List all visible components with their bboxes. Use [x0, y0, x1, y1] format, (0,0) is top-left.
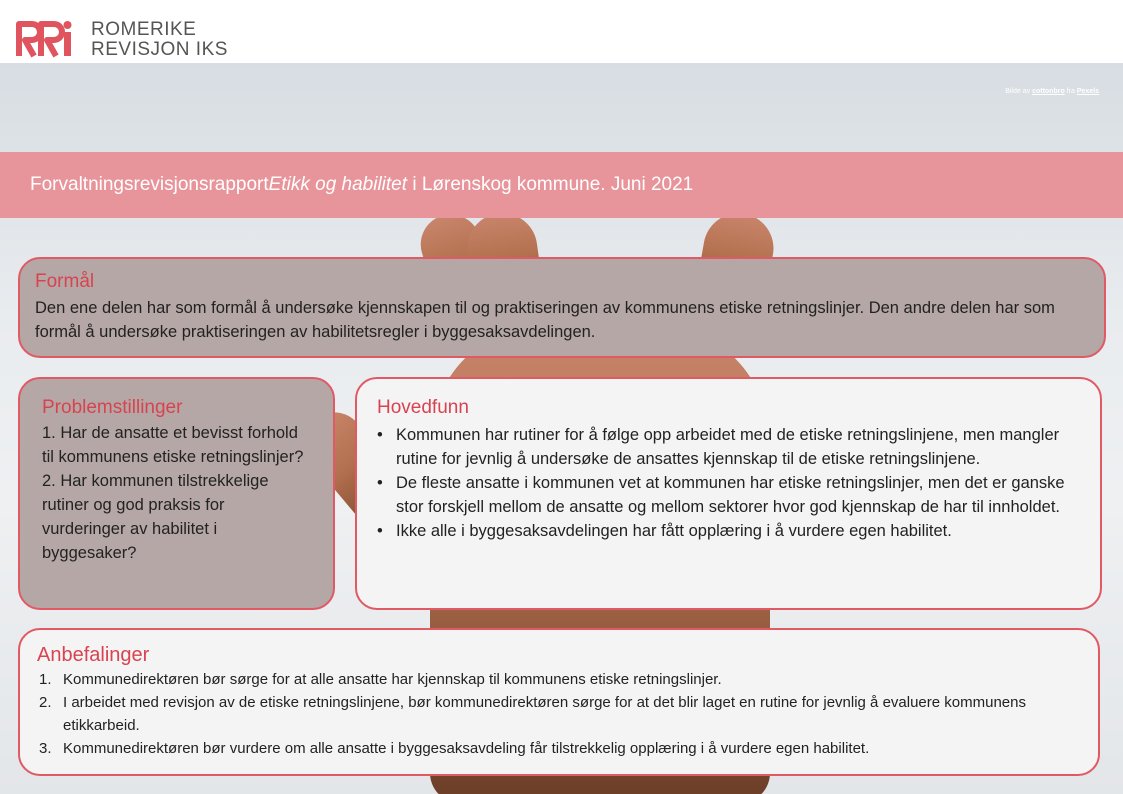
anbefaling-item	[37, 668, 1081, 691]
anbefaling-item	[37, 737, 1081, 760]
title-after: i Lørenskog kommune. Juni 2021	[412, 174, 694, 195]
photo-credit	[1005, 88, 1099, 95]
hovedfunn-list	[377, 423, 1080, 543]
credit-prefix: Bilde av	[1005, 88, 1031, 95]
formal-box	[18, 257, 1106, 358]
credit-author-link[interactable]: cottonbro	[1032, 88, 1065, 95]
title-italic: Etikk og habilitet	[268, 174, 408, 195]
title-before: Forvaltningsrevisjonsrapport	[30, 174, 269, 195]
logo-line-1: ROMERIKE	[91, 19, 197, 40]
problemstilling-1: 1. Har de ansatte et bevisst forhold til kommunens etiske retningslinjer?	[42, 424, 304, 466]
credit-source-link[interactable]: Pexels	[1076, 88, 1099, 95]
logo-text	[91, 20, 228, 60]
formal-text: Den ene delen har som formål å undersøke kjennskapen til og praktiseringen av kommunens etiske retningslinjer. Den andre delen har som formål å undersøke praktiseringen av habilitetsregler i byggesaksavdelingen.	[35, 299, 1055, 341]
anbefalinger-list	[37, 668, 1081, 760]
anbefaling-text: Kommunedirektøren bør vurdere om alle ansatte i byggesaksavdeling får tilstrekkelig opplæring i å vurdere egen habilitet.	[63, 740, 870, 757]
anbefaling-text: I arbeidet med revisjon av de etiske retningslinjene, bør kommunedirektøren sørge for at det blir laget en rutine for jevnlig å evaluere kommunens etikkarbeid.	[63, 694, 1026, 734]
problemstillinger-box	[18, 377, 335, 610]
report-title	[30, 174, 693, 196]
anbefaling-number: 1.	[39, 671, 52, 688]
anbefaling-number: 3.	[39, 740, 52, 757]
hovedfunn-item: • De fleste ansatte i kommunen vet at kommunen har etiske retningslinjer, men det er ganske stor forskjell mellom de ansatte og mellom sektorer hvor god kjennskap de har til innholdet.	[377, 471, 1080, 519]
anbefaling-number: 2.	[39, 694, 52, 711]
anbefaling-item	[37, 691, 1081, 737]
logo-line-2: REVISJON IKS	[91, 39, 228, 60]
anbefalinger-heading: Anbefalinger	[37, 644, 150, 666]
rri-logo-icon	[16, 18, 86, 58]
hovedfunn-item: • Ikke alle i byggesaksavdelingen har fått opplæring i å vurdere egen habilitet.	[377, 519, 1080, 543]
problemstilling-2: 2. Har kommunen tilstrekkelige rutiner og god praksis for vurderinger av habilitet i byggesaker?	[42, 472, 269, 562]
formal-heading: Formål	[35, 271, 95, 292]
problemstillinger-heading: Problemstillinger	[42, 397, 183, 418]
hovedfunn-item: • Kommunen har rutiner for å følge opp arbeidet med de etiske retningslinjene, men mangler rutine for jevnlig å undersøke de ansattes kjennskap til de etiske retningslinjene.	[377, 423, 1080, 471]
hovedfunn-box	[355, 377, 1102, 610]
anbefalinger-box	[18, 628, 1100, 776]
anbefaling-text: Kommunedirektøren bør sørge for at alle ansatte har kjennskap til kommunens etiske retningslinjer.	[63, 671, 722, 688]
credit-middle: fra	[1066, 88, 1075, 95]
header-bar	[0, 0, 1123, 63]
hovedfunn-heading: Hovedfunn	[377, 397, 469, 418]
title-band	[0, 152, 1123, 218]
